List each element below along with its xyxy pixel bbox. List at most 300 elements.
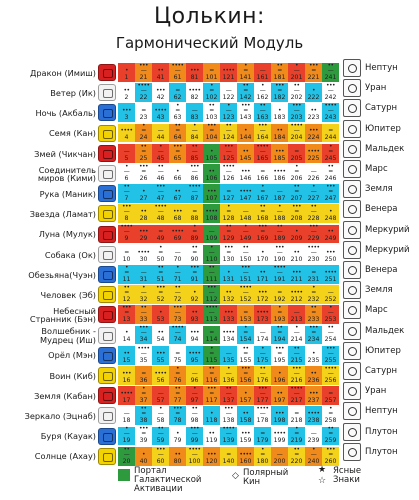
seal-glyph-icon [98, 104, 116, 121]
kin-number: 169 [256, 235, 269, 243]
kin-number: 199 [273, 437, 286, 445]
kin-number: 82 [190, 93, 199, 101]
kin-number: 168 [256, 215, 269, 223]
tone-mark: • = [158, 243, 163, 256]
kin-cell [186, 406, 203, 425]
kin-cell [169, 225, 186, 244]
planet-label: Меркурий [365, 224, 410, 235]
kin-number: 190 [273, 255, 286, 263]
kin-number: 89 [190, 235, 199, 243]
kin-number: 131 [222, 275, 235, 283]
tone-mark: •••• — [307, 243, 320, 256]
tone-mark: •• — [293, 344, 300, 357]
tone-mark: • = [311, 283, 316, 296]
kin-number: 185 [273, 154, 286, 162]
tone-mark: • = [294, 425, 299, 438]
tone-mark: •• [157, 329, 164, 337]
kin-number: 255 [324, 356, 337, 364]
kin-cell [203, 447, 220, 466]
kin-number: 35 [139, 356, 148, 364]
star-filled-icon: ★ [318, 465, 327, 475]
kin-cell [305, 164, 322, 183]
kin-number: 188 [273, 215, 286, 223]
tone-mark: ••• [121, 369, 132, 377]
kin-number: 134 [222, 336, 235, 344]
seal-label: Небесный Странник (Бэн) [29, 305, 96, 325]
tone-mark: •• = [242, 81, 249, 94]
tone-mark: ••• [240, 167, 251, 175]
kin-number: 19 [122, 437, 131, 445]
kin-number: 240 [307, 457, 320, 465]
tone-mark: ••• [308, 389, 319, 397]
kin-cell [135, 447, 152, 466]
kin-number: 22 [139, 93, 148, 101]
tone-mark: ••• = [240, 364, 251, 377]
kin-number: 11 [122, 275, 131, 283]
tone-mark: •• [208, 430, 215, 438]
kin-number: 136 [222, 376, 235, 384]
tone-mark: •••• — [120, 223, 133, 236]
kin-cell [322, 305, 339, 324]
kin-number: 205 [290, 154, 303, 162]
tone-mark: • [175, 430, 180, 438]
tone-mark: •••• [188, 86, 201, 94]
planet-label: Венера [365, 204, 398, 215]
tone-mark: = [328, 389, 333, 397]
kin-cell [220, 164, 237, 183]
planet-icon [343, 79, 361, 97]
kin-cell [305, 326, 322, 345]
kin-number: 122 [222, 93, 235, 101]
tone-mark: = [311, 268, 316, 276]
kin-number: 201 [290, 73, 303, 81]
kin-cell [186, 346, 203, 365]
kin-cell [169, 406, 186, 425]
kin-number: 105 [205, 154, 218, 162]
tone-mark: ••• [274, 410, 285, 418]
kin-cell [271, 386, 288, 405]
planet-row [343, 443, 419, 461]
kin-cell [186, 427, 203, 446]
kin-number: 106 [205, 174, 218, 182]
kin-cell [220, 83, 237, 102]
kin-number: 186 [273, 174, 286, 182]
tone-mark: ••• = [308, 324, 319, 337]
tone-mark: • = [124, 263, 129, 276]
tone-mark: •• — [123, 445, 130, 458]
kin-cell [220, 285, 237, 304]
kin-number: 28 [139, 215, 148, 223]
tone-mark: •• = [191, 243, 198, 256]
tone-mark: ••• — [206, 283, 217, 296]
seal-label: Земля (Кабан) [34, 390, 96, 401]
tone-mark: = [277, 288, 282, 296]
seal-label: Ночь (Акбаль) [35, 108, 96, 119]
seal-label: Луна (Мулук) [38, 229, 96, 240]
tone-mark: — [276, 187, 283, 195]
tone-mark: •••• [205, 208, 218, 216]
kin-cell [254, 366, 271, 385]
tone-mark: ••• [325, 248, 336, 256]
tone-mark: ••• [189, 329, 200, 337]
seal-glyph-icon [98, 306, 116, 323]
kin-number: 53 [156, 316, 165, 324]
kin-cell [135, 366, 152, 385]
kin-number: 211 [290, 275, 303, 283]
kin-number: 210 [290, 255, 303, 263]
kin-number: 96 [190, 376, 199, 384]
tone-mark: ••• = [172, 405, 183, 418]
kin-cell [135, 346, 152, 365]
kin-cell [322, 447, 339, 466]
tone-mark: •••• [290, 288, 303, 296]
tone-mark: • [175, 167, 180, 175]
kin-number: 68 [173, 215, 182, 223]
kin-cell [169, 204, 186, 223]
tone-mark: = [226, 450, 231, 458]
tone-mark: ••• = [325, 445, 336, 458]
kin-cell [186, 366, 203, 385]
kin-cell [288, 447, 305, 466]
kin-number: 248 [324, 215, 337, 223]
tone-mark: •••• — [256, 405, 269, 418]
tone-mark: — [310, 167, 317, 175]
kin-number: 119 [205, 437, 218, 445]
kin-number: 229 [307, 235, 320, 243]
kin-cell [220, 366, 237, 385]
kin-number: 176 [256, 376, 269, 384]
kin-cell [271, 346, 288, 365]
tone-mark: — [157, 127, 164, 135]
tone-mark: — [157, 389, 164, 397]
tone-mark: • = [243, 324, 248, 337]
tone-mark: •• = [276, 324, 283, 337]
page-title: Цолькин: [154, 4, 265, 29]
kin-number: 141 [239, 73, 252, 81]
kin-number: 260 [324, 457, 337, 465]
planet-row [343, 362, 419, 380]
kin-number: 12 [122, 295, 131, 303]
tone-mark: • = [328, 142, 333, 155]
kin-cell [203, 83, 220, 102]
planet-label: Сатурн [365, 366, 398, 376]
kin-number: 182 [273, 93, 286, 101]
tone-mark: • — [293, 324, 300, 337]
tone-mark: •• [293, 248, 300, 256]
tone-mark: • [141, 187, 146, 195]
kin-cell [135, 184, 152, 203]
kin-number: 224 [307, 134, 320, 142]
kin-number: 102 [205, 93, 218, 101]
kin-cell [152, 83, 169, 102]
seal-glyph-icon [98, 407, 116, 424]
kin-cell [220, 326, 237, 345]
kin-number: 164 [256, 134, 269, 142]
tone-mark: ••• = [325, 182, 336, 195]
tone-mark: • [294, 228, 299, 236]
kin-number: 209 [290, 235, 303, 243]
tone-mark: •• — [225, 384, 232, 397]
kin-number: 73 [173, 316, 182, 324]
kin-number: 237 [307, 396, 320, 404]
star-outline-icon: ☆ [318, 476, 327, 486]
planet-icon [343, 99, 361, 117]
kin-number: 181 [273, 73, 286, 81]
tone-mark: ••• — [257, 384, 268, 397]
kin-cell [169, 144, 186, 163]
tone-mark: •••• — [324, 102, 337, 115]
kin-cell [237, 285, 254, 304]
kin-number: 189 [273, 235, 286, 243]
kin-cell [118, 103, 135, 122]
tone-mark: • = [141, 384, 146, 397]
kin-number: 206 [290, 174, 303, 182]
kin-cell [288, 144, 305, 163]
kin-cell [271, 144, 288, 163]
tone-mark: •• [242, 410, 249, 418]
kin-cell [203, 63, 220, 82]
kin-number: 132 [222, 295, 235, 303]
kin-cell [322, 83, 339, 102]
kin-cell [220, 184, 237, 203]
kin-cell [254, 144, 271, 163]
kin-cell [169, 124, 186, 143]
kin-number: 75 [173, 356, 182, 364]
kin-number: 110 [205, 255, 218, 263]
kin-cell [203, 427, 220, 446]
kin-cell [186, 63, 203, 82]
kin-cell [288, 265, 305, 284]
kin-number: 15 [122, 356, 131, 364]
tone-mark: = [192, 208, 197, 216]
kin-cell [203, 124, 220, 143]
kin-number: 179 [256, 437, 269, 445]
tone-mark: •• — [259, 364, 266, 377]
kin-cell [322, 346, 339, 365]
kin-cell [220, 427, 237, 446]
kin-number: 243 [324, 114, 337, 122]
planet-label: Венера [365, 265, 398, 275]
tone-mark: = [158, 228, 163, 236]
kin-cell [186, 285, 203, 304]
tone-mark: • — [310, 182, 317, 195]
tone-mark: ••• — [121, 203, 132, 216]
kin-number: 61 [173, 73, 182, 81]
kin-cell [203, 305, 220, 324]
planet-icon [343, 281, 361, 299]
kin-number: 174 [256, 336, 269, 344]
tone-mark: •• = [327, 425, 334, 438]
tone-mark: • [209, 410, 214, 418]
kin-cell [118, 265, 135, 284]
tone-mark: = [141, 369, 146, 377]
kin-number: 17 [122, 396, 131, 404]
kin-number: 50 [156, 255, 165, 263]
kin-cell [152, 326, 169, 345]
kin-number: 133 [222, 316, 235, 324]
tone-mark: — [293, 309, 300, 317]
seal-label: Соединитель миров (Кими) [37, 164, 96, 184]
tone-mark: = [141, 107, 146, 115]
kin-number: 183 [273, 114, 286, 122]
planet-icon [343, 120, 361, 138]
tone-mark: •••• — [324, 364, 337, 377]
tone-mark: • [209, 147, 214, 155]
kin-cell [237, 245, 254, 264]
kin-cell [220, 447, 237, 466]
seal-glyph-icon [98, 428, 116, 445]
kin-cell [322, 285, 339, 304]
kin-cell [118, 144, 135, 163]
kin-cell [322, 265, 339, 284]
seal-glyph-icon [98, 84, 116, 101]
kin-cell [186, 386, 203, 405]
tone-mark: •••• [154, 107, 167, 115]
kin-cell [305, 366, 322, 385]
tone-mark: ••• = [274, 81, 285, 94]
tone-mark: • = [226, 203, 231, 216]
tone-mark: •••• [120, 389, 133, 397]
planet-label: Мальдек [365, 325, 405, 336]
tone-mark: • — [259, 344, 266, 357]
kin-cell [135, 144, 152, 163]
kin-number: 152 [239, 295, 252, 303]
tone-mark: ••• — [223, 142, 234, 155]
tone-mark: ••• — [223, 405, 234, 418]
tone-mark: •• = [123, 283, 130, 296]
tone-mark: • [124, 329, 129, 337]
kin-number: 156 [239, 376, 252, 384]
kin-number: 45 [156, 154, 165, 162]
planet-label: Земля [365, 285, 393, 296]
kin-number: 67 [173, 194, 182, 202]
kin-number: 171 [256, 275, 269, 283]
tone-mark: ••• [274, 147, 285, 155]
kin-cell [186, 447, 203, 466]
kin-cell [186, 326, 203, 345]
kin-number: 165 [256, 154, 269, 162]
seal-label: Собака (Ок) [44, 249, 96, 260]
planet-row [343, 322, 419, 340]
kin-cell [118, 346, 135, 365]
kin-number: 153 [239, 316, 252, 324]
kin-number: 138 [222, 417, 235, 425]
kin-cell [322, 245, 339, 264]
kin-cell [118, 184, 135, 203]
tone-mark: •• — [327, 61, 334, 74]
tone-mark: ••• — [189, 425, 200, 438]
kin-cell [254, 83, 271, 102]
kin-cell [305, 406, 322, 425]
seal-label: Дракон (Имиш) [29, 67, 96, 78]
tone-mark: — [174, 248, 181, 256]
kin-number: 94 [190, 336, 199, 344]
kin-cell [322, 124, 339, 143]
planet-icon [343, 261, 361, 279]
planet-icon [343, 443, 361, 461]
kin-cell [288, 386, 305, 405]
kin-number: 6 [124, 174, 129, 182]
kin-number: 193 [273, 316, 286, 324]
kin-number: 175 [256, 356, 269, 364]
tone-mark: • — [293, 61, 300, 74]
kin-number: 40 [139, 457, 148, 465]
tone-mark: ••• = [206, 122, 217, 135]
tone-mark: ••• [206, 187, 217, 195]
kin-cell [169, 285, 186, 304]
kin-number: 1 [124, 73, 129, 81]
kin-cell [254, 225, 271, 244]
kin-number: 238 [307, 417, 320, 425]
kin-cell [305, 103, 322, 122]
kin-cell [169, 265, 186, 284]
kin-cell [237, 144, 254, 163]
planet-row [343, 241, 419, 259]
kin-number: 125 [222, 154, 235, 162]
tone-mark: • — [327, 304, 334, 317]
kin-number: 235 [307, 356, 320, 364]
kin-cell [288, 427, 305, 446]
kin-cell [271, 245, 288, 264]
kin-number: 198 [273, 417, 286, 425]
tone-mark: • — [157, 405, 164, 418]
kin-number: 58 [156, 417, 165, 425]
tone-mark: •••• [273, 167, 286, 175]
kin-number: 246 [324, 174, 337, 182]
kin-number: 203 [290, 114, 303, 122]
kin-cell [186, 225, 203, 244]
kin-cell [220, 406, 237, 425]
kin-number: 250 [324, 255, 337, 263]
kin-number: 124 [222, 134, 235, 142]
kin-cell [237, 103, 254, 122]
kin-cell [305, 285, 322, 304]
kin-number: 113 [205, 316, 218, 324]
kin-cell [152, 346, 169, 365]
kin-cell [152, 144, 169, 163]
kin-cell [186, 124, 203, 143]
kin-number: 107 [205, 194, 218, 202]
tone-mark: • = [294, 162, 299, 175]
planet-label: Юпитер [365, 345, 401, 356]
kin-number: 76 [173, 376, 182, 384]
tone-mark: ••• = [274, 344, 285, 357]
kin-number: 77 [173, 396, 182, 404]
kin-cell [237, 326, 254, 345]
kin-number: 161 [256, 73, 269, 81]
kin-cell [254, 427, 271, 446]
kin-number: 140 [222, 457, 235, 465]
tone-mark: — [191, 369, 198, 377]
kin-cell [254, 346, 271, 365]
kin-cell [288, 204, 305, 223]
seal-glyph-icon [98, 347, 116, 364]
kin-cell [186, 204, 203, 223]
diamond-icon: ◇ [232, 471, 239, 481]
kin-cell [186, 83, 203, 102]
kin-cell [305, 447, 322, 466]
tone-mark: — [259, 329, 266, 337]
tone-mark: = [124, 248, 129, 256]
tone-mark: •• [123, 86, 130, 94]
tone-mark: ••• — [325, 81, 336, 94]
tone-mark: •• = [140, 405, 147, 418]
planet-label: Плутон [365, 446, 398, 457]
tone-mark: • — [259, 81, 266, 94]
kin-number: 72 [173, 295, 182, 303]
tone-mark: ••• — [138, 324, 149, 337]
kin-number: 222 [307, 93, 320, 101]
